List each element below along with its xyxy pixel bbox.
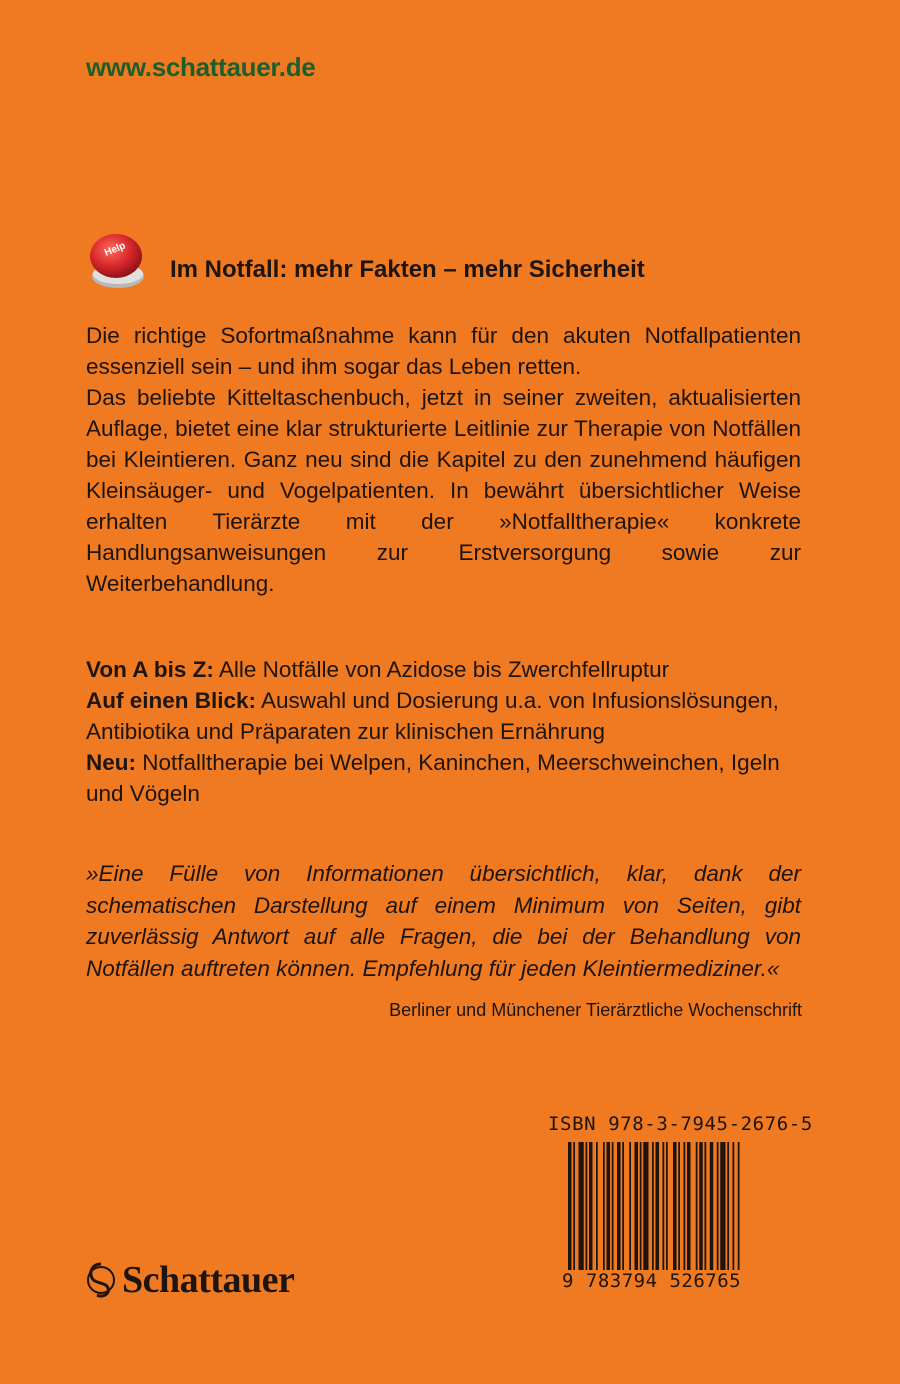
headline: Im Notfall: mehr Fakten – mehr Sicherheit	[170, 256, 645, 283]
feature-label: Von A bis Z:	[86, 657, 214, 682]
feature-label: Neu:	[86, 750, 136, 775]
review-quote: »Eine Fülle von Informationen übersichtlich, klar, dank der schematischen Darstellung auf einem Minimum von Seiten, gibt zuverlässig Antwort auf alle Fragen, die bei der Behandlung von Notfällen auftreten können. Empfehlung für jeden Kleintiermediziner.«	[86, 861, 801, 981]
feature-list	[86, 654, 806, 809]
feature-item	[86, 685, 806, 747]
isbn-label: ISBN 978-3-7945-2676-5	[548, 1113, 813, 1135]
feature-text: Notfalltherapie bei Welpen, Kaninchen, Meerschweinchen, Igeln und Vögeln	[86, 750, 780, 806]
intro-text	[86, 320, 801, 599]
feature-text: Auswahl und Dosierung u.a. von Infusionslösungen, Antibiotika und Präparaten zur klinischen Ernährung	[86, 688, 779, 744]
help-label: Help	[103, 240, 128, 259]
publisher-emblem-icon	[86, 1260, 116, 1300]
publisher-logo	[86, 1258, 294, 1302]
publisher-name: Schattauer	[122, 1259, 295, 1301]
feature-text: Alle Notfälle von Azidose bis Zwerchfellruptur	[213, 657, 670, 682]
intro-paragraph-2: Das beliebte Kitteltaschenbuch, jetzt in seiner zweiten, aktualisierten Auflage, bietet eine klar strukturierte Leitlinie zur Therapie von Notfällen bei Kleintieren. Ganz neu sind die Kapitel zu den zunehmend häufigen Kleinsäuger- und Vogelpatienten. In bewährt übersichtlicher Weise erhalten Tierärzte mit der »Notfalltherapie« konkrete Handlungsanweisungen zur Erstversorgung sowie zur Weiterbehandlung.	[86, 385, 801, 596]
publisher-url[interactable]: www.schattauer.de	[86, 52, 316, 82]
feature-item	[86, 747, 806, 809]
intro-paragraph-1: Die richtige Sofortmaßnahme kann für den akuten Notfallpatienten essenziell sein – und ihm sogar das Leben retten.	[86, 323, 801, 379]
help-button-icon	[82, 226, 150, 294]
quote-source: Berliner und Münchener Tierärztliche Wochenschrift	[389, 1000, 802, 1020]
barcode-digits: 9 783794 526765	[558, 1270, 745, 1292]
feature-item	[86, 654, 806, 685]
feature-label: Auf einen Blick:	[86, 688, 257, 713]
